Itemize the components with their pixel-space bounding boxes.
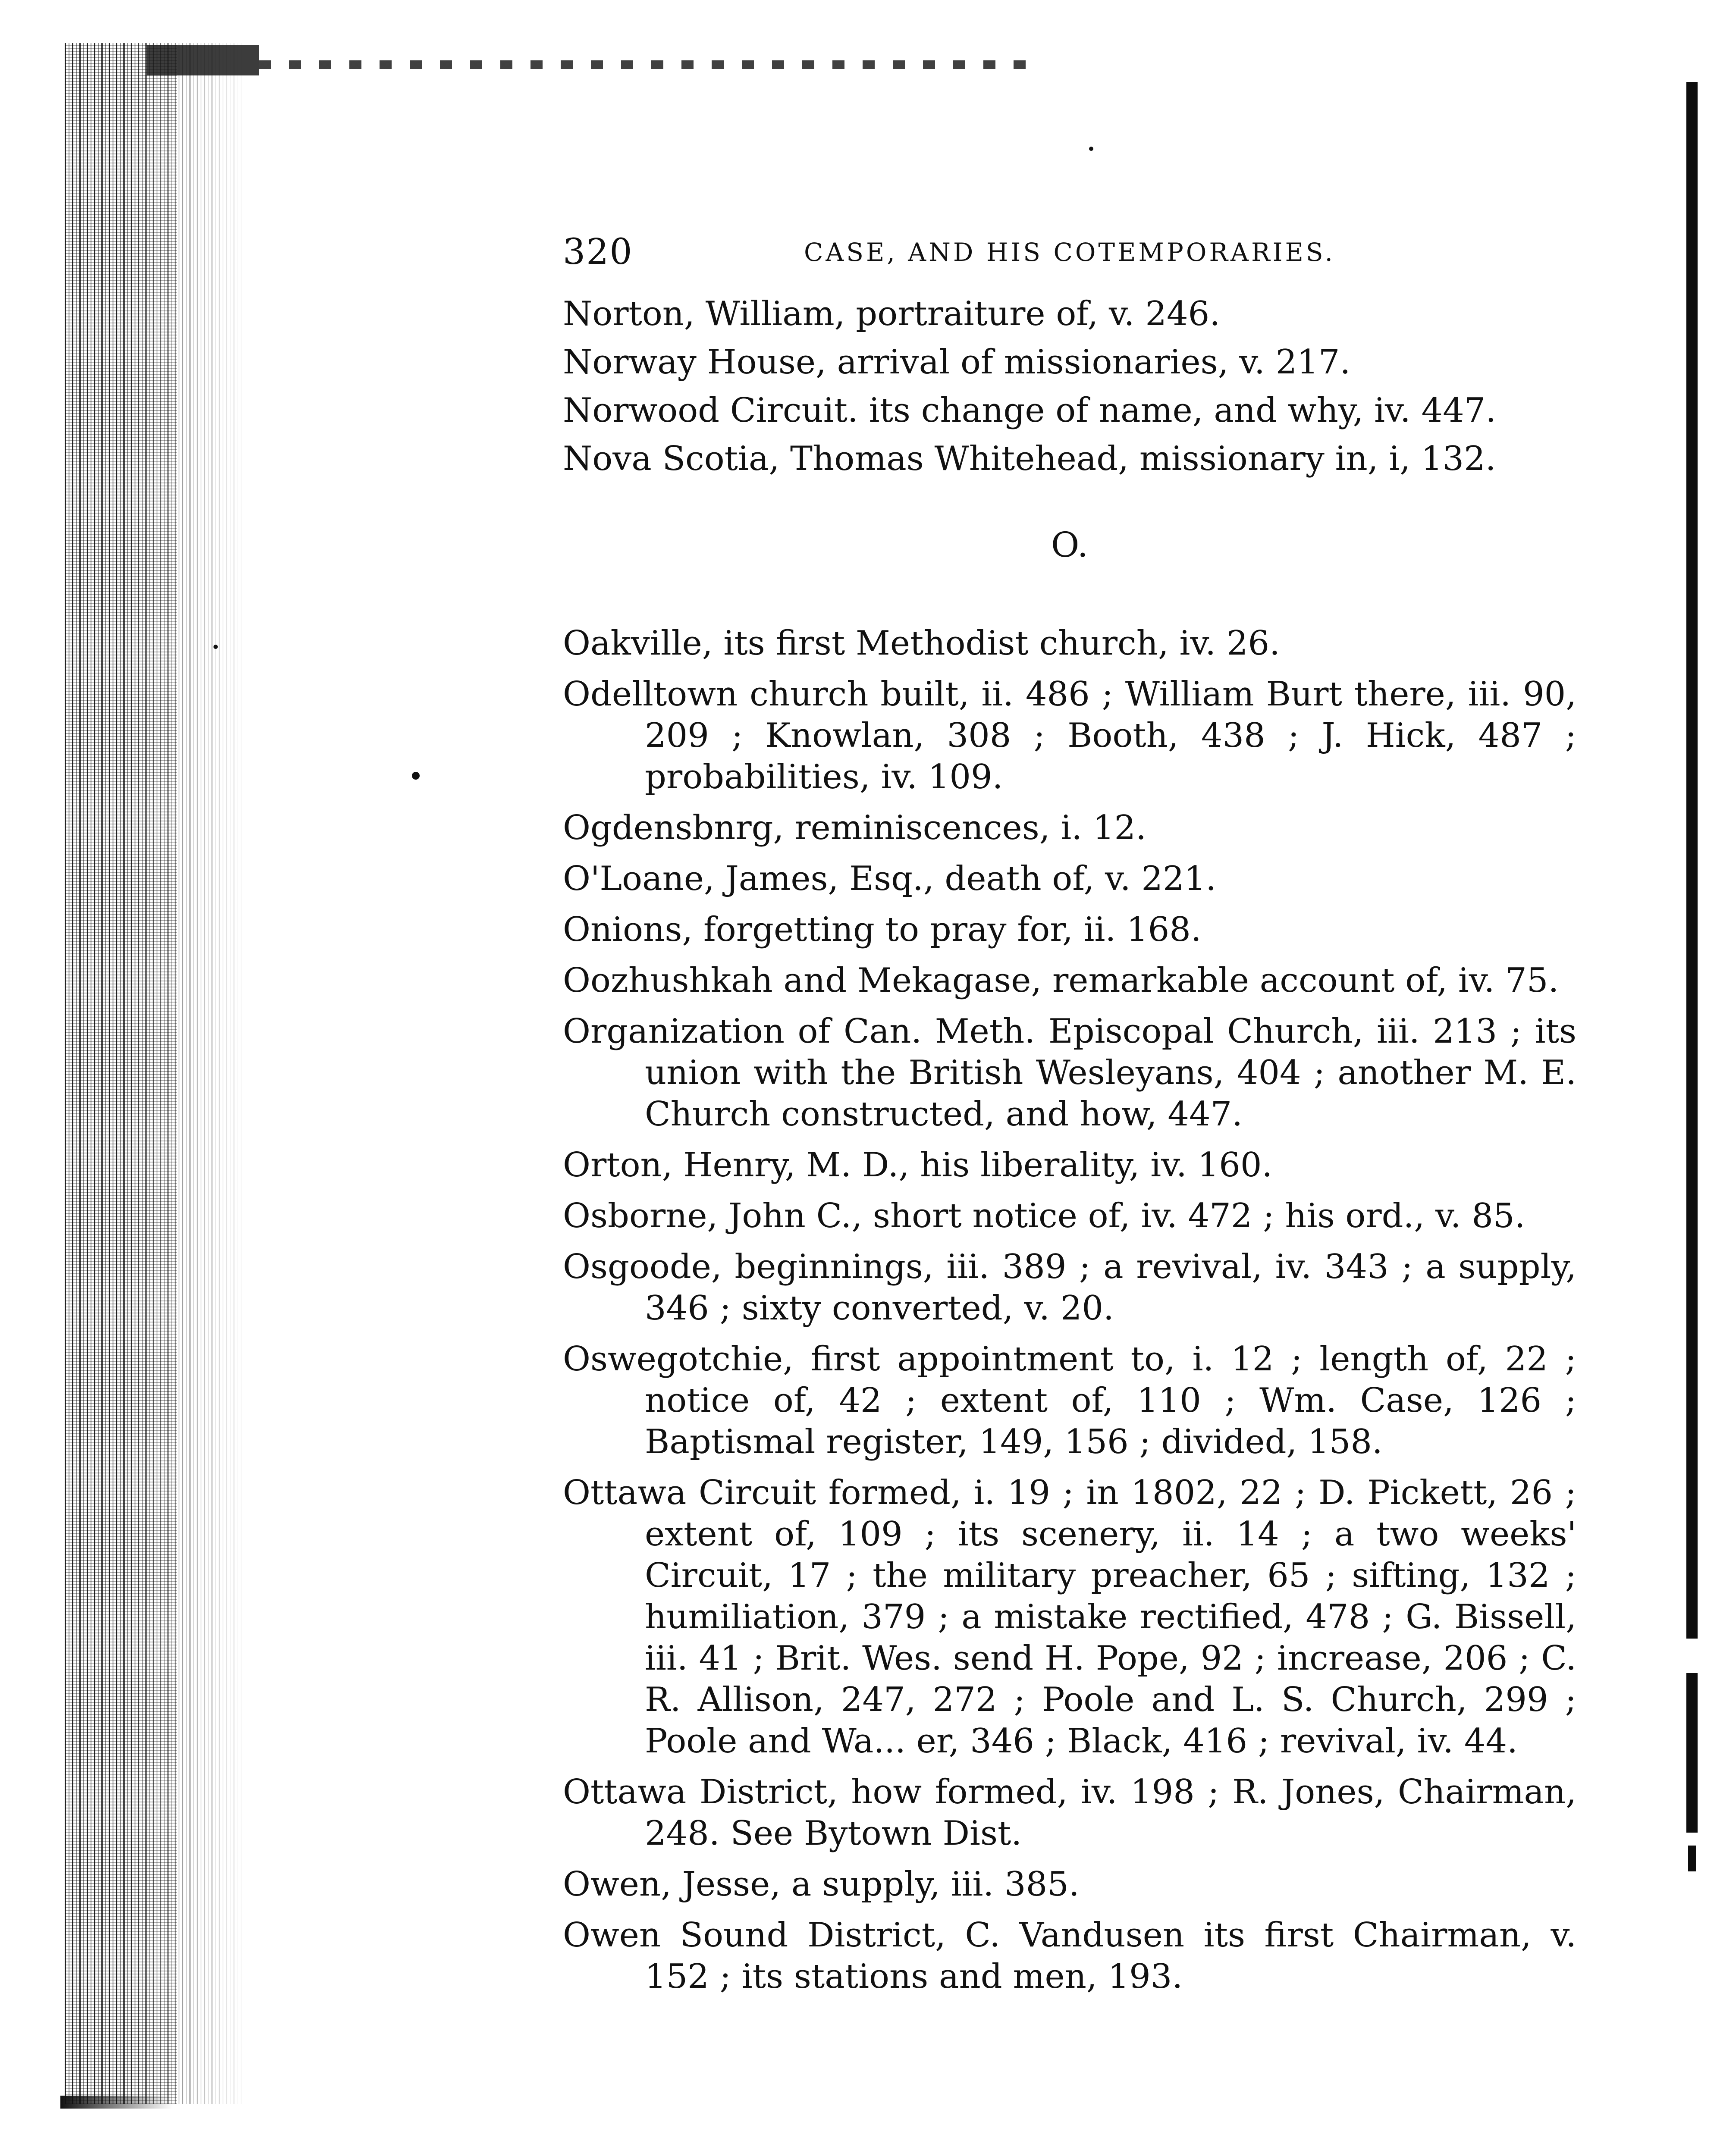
scan-bottom-smudge	[60, 2096, 173, 2109]
index-entry: Organization of Can. Meth. Episcopal Church, iii. 213 ; its union with the British Wesleyans, 404 ; another M. E. Church constructed, and how, 447.	[563, 1012, 1576, 1134]
index-entry: Ottawa Circuit formed, i. 19 ; in 1802, 22 ; D. Pickett, 26 ; extent of, 109 ; its scenery, ii. 14 ; a two weeks' Circuit, 17 ; the military preacher, 65 ; sifting, 132 ; humiliation, 379 ; a mistake rectified, 478 ; G. Bissell, iii. 41 ; Brit. Wes. send H. Pope, 92 ; increase, 206 ; C. R. Allison, 247, 272 ; Poole and L. S. Church, 299 ; Poole and Wa... er, 346 ; Black, 416 ; revival, iv. 44.	[563, 1473, 1576, 1761]
index-entry: Nova Scotia, Thomas Whitehead, missionary in, i, 132.	[563, 439, 1496, 478]
scan-right-edge-bar	[1686, 82, 1698, 1682]
index-entry: Osborne, John C., short notice of, iv. 472 ; his ord., v. 85.	[563, 1197, 1526, 1235]
scan-corner-mark	[147, 45, 259, 75]
scan-speck	[1089, 147, 1093, 151]
section-letter-heading: O.	[1051, 525, 1089, 565]
index-entry: Owen Sound District, C. Vandusen its first Chairman, v. 152 ; its stations and men, 193.	[563, 1916, 1576, 1996]
scan-speck	[213, 645, 218, 649]
page-header	[563, 224, 1576, 280]
index-entry: Oakville, its first Methodist church, iv. 26.	[563, 624, 1280, 663]
running-head: CASE, AND HIS COTEMPORARIES.	[804, 238, 1335, 267]
index-entry: Norway House, arrival of missionaries, v. 217.	[563, 343, 1351, 382]
index-entry: Odelltown church built, ii. 486 ; William Burt there, iii. 90, 209 ; Knowlan, 308 ; Booth, 438 ; J. Hick, 487 ; probabilities, iv. 109.	[563, 675, 1576, 796]
index-entry: Orton, Henry, M. D., his liberality, iv. 160.	[563, 1146, 1273, 1185]
index-entries	[563, 293, 1576, 2007]
index-entry: Norton, William, portraiture of, v. 246.	[563, 295, 1221, 333]
index-entry: O'Loane, James, Esq., death of, v. 221.	[563, 859, 1217, 898]
index-entry: Onions, forgetting to pray for, ii. 168.	[563, 910, 1202, 949]
index-entry: Owen, Jesse, a supply, iii. 385.	[563, 1865, 1080, 1904]
scan-top-rule	[259, 60, 1035, 69]
index-entry: Ottawa District, how formed, iv. 198 ; R. Jones, Chairman, 248. See Bytown Dist.	[563, 1773, 1576, 1853]
scan-right-edge-gap	[1686, 1639, 1698, 1673]
index-entry: Osgoode, beginnings, iii. 389 ; a revival, iv. 343 ; a supply, 346 ; sixty converted, v. 20.	[563, 1247, 1576, 1328]
page-number: 320	[563, 232, 633, 273]
index-entry: Norwood Circuit. its change of name, and why, iv. 447.	[563, 391, 1497, 430]
index-group-n	[563, 293, 1576, 479]
scan-right-edge-bar-lower	[1686, 1673, 1698, 1833]
binding-speckle	[65, 43, 177, 2104]
index-entry: Oozhushkah and Mekagase, remarkable account of, iv. 75.	[563, 961, 1559, 1000]
index-group-o	[563, 623, 1576, 1997]
scan-right-edge-tick	[1688, 1846, 1696, 1871]
index-entry: Ogdensbnrg, reminiscences, i. 12.	[563, 808, 1146, 847]
scan-speck	[412, 772, 420, 780]
index-entry: Oswegotchie, first appointment to, i. 12 ; length of, 22 ; notice of, 42 ; extent of, 110 ; Wm. Case, 126 ; Baptismal register, 149, 156 ; divided, 158.	[563, 1340, 1576, 1461]
